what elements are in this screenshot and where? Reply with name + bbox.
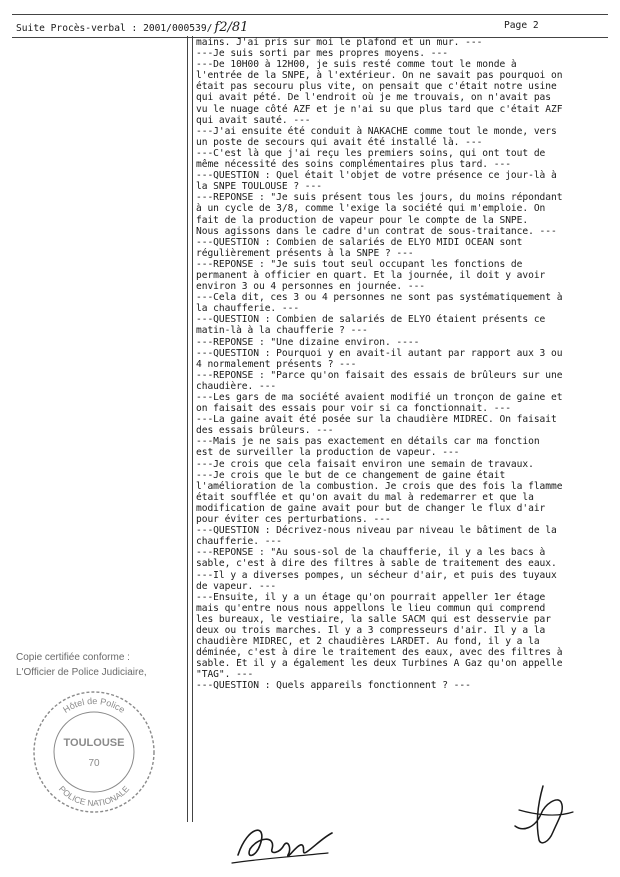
statement-line: ---Il y a diverses pompes, un sécheur d'air, et puis des tuyaux (196, 569, 557, 581)
statement-line: de vapeur. --- (196, 580, 277, 592)
statement-line: ---REPONSE : "Je suis présent tous les jours, du moins répondant (196, 192, 563, 204)
statement-line: Nous agissons dans le cadre d'un contrat de sous-traitance. --- (196, 225, 557, 237)
statement-line: chaufferie. --- (196, 536, 282, 548)
statement-line: qui avait sauté. --- (196, 114, 311, 126)
handwritten-folio: f2/81 (214, 20, 249, 35)
certif-line-1: Copie certifiée conforme : (16, 652, 130, 663)
statement-line: ---REPONSE : "Une dizaine environ. ---- (196, 336, 420, 348)
statement-line: déminée, c'est à dire le traitement des eaux, avec des filtres à (196, 647, 563, 659)
statement-line: environ 3 ou 4 personnes en journée. --- (196, 281, 426, 293)
stamp-bottom-text: POLICE NATIONALE (56, 783, 132, 809)
statement-line: l'amélioration de la combustion. Je crois que des fois la flamme (196, 480, 563, 492)
statement-line: matin-là à la chaufferie ? --- (196, 325, 368, 337)
statement-line: ---Mais je ne sais pas exactement en détails car ma fonction (196, 436, 540, 448)
statement-line: qui avait pété. De l'endroit où je me trouvais, on n'avait pas (196, 92, 552, 104)
page-header (12, 14, 608, 38)
statement-line: sable, c'est à dire des filtres à sable de traitement des eaux. (196, 558, 557, 570)
statement-line: ---QUESTION : Pourquoi y en avait-il autant par rapport aux 3 ou (196, 347, 563, 359)
statement-line: pour éviter ces perturbations. --- (196, 514, 391, 526)
statement-line: ---La gaine avait été posée sur la chaudière MIDREC. On faisait (196, 414, 557, 426)
statement-line: ---QUESTION : Quels appareils fonctionnent ? --- (196, 680, 471, 692)
stamp-number: 70 (88, 758, 100, 769)
statement-line: sable. Et il y a également les deux Turbines A Gaz qu'on appelle (196, 658, 563, 670)
statement-line: ---Les gars de ma société avaient modifié un tronçon de gaine et (196, 392, 563, 403)
statement-line: même nécessité des soins complémentaires plus tard. --- (196, 159, 511, 171)
statement-line: chaudière. --- (196, 380, 277, 392)
statement-line: mais qu'entre nous nous appellons le lieu commun qui comprend (196, 602, 546, 614)
certification-note (16, 650, 186, 680)
margin-rule-right (192, 36, 193, 822)
statement-line: 4 normalement présents ? --- (196, 358, 357, 370)
statement-line: ---Cela dit, ces 3 ou 4 personnes ne sont pas systématiquement à (196, 292, 563, 304)
statement-line: ---De 10H00 à 12H00, je suis resté comme tout le monde à (196, 59, 517, 71)
statement-line: ---QUESTION : Combien de salariés de ELYO MIDI OCEAN sont (196, 236, 523, 248)
statement-line: est de surveiller la production de vapeur. --- (196, 447, 460, 459)
statement-line: ---QUESTION : Décrivez-nous niveau par niveau le bâtiment de la (196, 525, 557, 537)
statement-line: ---QUESTION : Quel était l'objet de votre présence ce jour-là à (196, 170, 557, 182)
statement-line: des essais brûleurs. --- (196, 425, 334, 437)
statement-line: ---C'est là que j'ai reçu les premiers soins, qui ont tout de (196, 147, 546, 159)
stamp-top-text: Hôtel de Police (61, 695, 127, 715)
statement-line: l'entrée de la SNPE, à l'extérieur. On ne savait pas pourquoi on (196, 70, 563, 82)
statement-line: permanent à officier en quart. Et la journée, il doit y avoir (196, 269, 546, 281)
statement-line: ---QUESTION : Combien de salariés de ELYO étaient présents ce (196, 314, 546, 326)
margin-rule-left (187, 36, 188, 822)
statement-line: deux ou trois marches. Il y a 3 compresseurs d'air. Il y a la (196, 624, 546, 636)
statement-line: un poste de secours qui avait été installé là. --- (196, 136, 483, 148)
statement-line: ---Je crois que cela faisait environ une semain de travaux. (196, 458, 534, 470)
statement-line: fait de la production de vapeur pour le compte de la SNPE. (196, 214, 529, 226)
statement-line: modification de gaine avait pour but de changer le flux d'air (196, 502, 546, 514)
proces-verbal-reference: Suite Procès-verbal : 2001/000539/ f2/81 (16, 20, 249, 35)
certif-line-2: L'Officier de Police Judiciaire, (16, 667, 147, 678)
police-stamp (24, 682, 164, 822)
signature-right (505, 780, 580, 850)
statement-line: ---Je suis sorti par mes propres moyens. --- (196, 48, 448, 60)
statement-line: ---REPONSE : "Au sous-sol de la chaufferie, il y a les bacs à (196, 547, 546, 559)
signature-left (228, 815, 338, 870)
statement-line: ---Ensuite, il y a un étage qu'on pourrait appeller 1er étage (196, 591, 546, 603)
statement-line: on faisait des essais pour voir si ca fonctionnait. --- (196, 403, 511, 415)
statement-line: mains. J'ai pris sur moi le plafond et un mur. --- (196, 37, 483, 48)
statement-body (196, 37, 608, 692)
page-number: Page 2 (504, 20, 539, 31)
statement-line: la SNPE TOULOUSE ? --- (196, 181, 322, 193)
statement-line: vu le nuage côté AZF et je n'ai su que plus tard que c'était AZF (196, 103, 563, 115)
statement-line: était soufflée et qu'on avait du mal à redemarrer et que la (196, 491, 534, 503)
statement-line: chaudière MIDREC, et 2 chaudières LARDET. Au fond, il y a la (196, 636, 540, 648)
statement-line: "TAG". --- (196, 669, 254, 681)
statement-line: ---J'ai ensuite été conduit à NAKACHE comme tout le monde, vers (196, 125, 557, 137)
statement-line: les bureaux, le vestiaire, la salle SACM qui est desservie par (196, 613, 552, 625)
statement-line: la chaufferie. --- (196, 303, 300, 315)
statement-line: à un cycle de 3/8, comme l'exige la société qui m'emploie. On (196, 203, 546, 215)
statement-line: ---REPONSE : "Je suis tout seul occupant les fonctions de (196, 258, 523, 270)
statement-line: ---Je crois que le but de ce changement de gaine était (196, 469, 506, 481)
statement-line: régulièrement présents à la SNPE ? --- (196, 247, 414, 259)
statement-line: était pas secouru plus vite, on pensait que c'était notre usine (196, 81, 557, 93)
stamp-city: TOULOUSE (63, 737, 125, 749)
statement-line: ---REPONSE : "Parce qu'on faisait des essais de brûleurs sur une (196, 369, 563, 381)
